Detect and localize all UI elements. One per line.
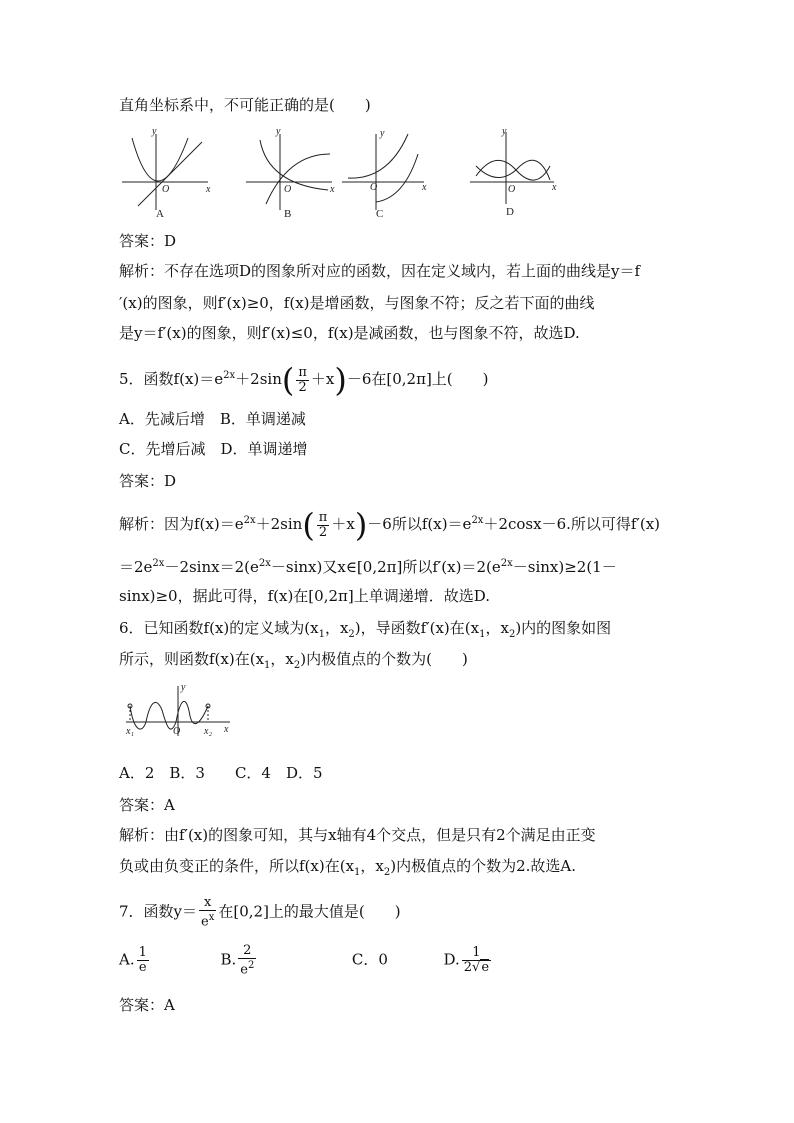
q5-analysis-3: sinx)≥0，据此可得，f(x)在[0,2π]上单调递增．故选D.	[119, 587, 490, 605]
q6-analysis-2: 负或由负变正的条件，所以f(x)在($x_1$，$x_2$)内极值点的个数为2.故选A.	[119, 857, 577, 878]
q4-answer: 答案：D	[119, 232, 177, 250]
q6-fig-x2: x₂	[204, 726, 212, 737]
q5-stem: 5．函数$f(x)=e^{2x}+2\sin$( $\frac{\pi}{2}$ ＋x)－6在[0,2π]上( )	[119, 361, 489, 399]
q6-answer: 答案：A	[119, 796, 175, 814]
q7-option-b-label: B.	[220, 950, 237, 969]
q5-stem-a: 5．函数f(x)＝e	[119, 370, 224, 388]
fig-d-x-label: x	[552, 182, 557, 193]
q5-analysis-2: $=2e^{2x}-2\sin x=2(e^{2x}-\sin x)$又x∈[0,2π]所以$f'(x)=2(e^{2x}-\sin x)\ge 2(1-$	[119, 558, 617, 576]
fig-b-label: B	[284, 208, 292, 220]
q7-option-a-frac: $\frac{1}{e}$	[138, 945, 147, 976]
fig-a-label: A	[156, 208, 164, 220]
q4-analysis-1: 解析：不存在选项D的图象所对应的函数，因在定义域内，若上面的曲线是y＝f	[119, 262, 641, 280]
q5-answer: 答案：D	[119, 472, 177, 490]
q6-fig-x: x	[224, 724, 229, 735]
q4-analysis-2: ′(x)的图象，则f′(x)≥0，f(x)是增函数，与图象不符；反之若下面的曲线	[119, 294, 595, 312]
q6-options: A．2 B．3 C．4 D．5	[119, 764, 323, 782]
q7-answer: 答案：A	[119, 996, 175, 1014]
q7-option-b-frac: $\frac{2}{e^2}$	[240, 943, 255, 978]
q5-stem-c: －6在[0,2π]上( )	[346, 370, 489, 388]
q5-pi-over-2: $\frac{\pi}{2}$	[298, 364, 307, 395]
q5-options-2: C．先增后减 D．单调递增	[119, 440, 308, 458]
q7-option-d-frac: $\frac{1}{2√e}$	[463, 945, 490, 976]
fig-a-y-label: y	[152, 126, 157, 137]
fig-c-y-label: y	[380, 128, 385, 139]
q7-x-over-ex: $\frac{x}{e^x}$	[201, 895, 215, 930]
fig-d-label: D	[506, 206, 514, 218]
q7-stem: 7．函数y＝ $\frac{x}{e^x}$ 在[0,2]上的最大值是( )	[119, 895, 401, 930]
q4-stem: 直角坐标系中，不可能正确的是( )	[119, 96, 371, 114]
q6-figure	[120, 680, 240, 740]
fig-c-x-label: x	[422, 182, 427, 193]
fig-a-x-label: x	[206, 184, 211, 195]
fig-b-x-label: x	[330, 184, 335, 195]
q5-options-1: A．先减后增 B．单调递减	[119, 410, 306, 428]
q6-stem-2: 所示，则函数f(x)在($x_1$，$x_2$)内极值点的个数为( )	[119, 650, 468, 671]
q5-analysis-1: 解析：因为$f(x)=e^{2x}+2\sin$( $\frac{\pi}{2}$ ＋x)－6所以$f(x)=e^{2x}+2\cos x-6$.所以可得f′(x)	[119, 506, 661, 544]
q7-option-d-label: D.	[443, 950, 460, 969]
q4-figures	[118, 124, 568, 220]
q6-fig-y: y	[181, 682, 186, 693]
fig-b-origin: O	[284, 184, 292, 195]
fig-d-y-label: y	[502, 126, 507, 137]
q5-plus-x: ＋x	[310, 370, 335, 388]
q5-stem-exp: 2x	[223, 370, 236, 381]
q7-option-a-label: A.	[119, 950, 135, 969]
fig-c-origin: O	[370, 182, 378, 193]
fig-c-label: C	[376, 208, 384, 220]
q6-fig-x1: x₁	[126, 726, 134, 737]
q6-stem-1: 6．已知函数f(x)的定义域为($x_1$，$x_2$)，导函数f′(x)在($x_1$，$x_2$)内的图象如图	[119, 619, 612, 640]
fig-a-origin: O	[162, 184, 170, 195]
q7-option-c: C．0	[351, 950, 388, 969]
q4-analysis-3: 是y＝f′(x)的图象，则f′(x)≤0，f(x)是减函数，也与图象不符，故选D.	[119, 324, 580, 342]
q7-options	[119, 944, 493, 977]
q6-analysis-1: 解析：由f′(x)的图象可知，其与x轴有4个交点，但是只有2个满足由正变	[119, 826, 596, 844]
q6-fig-o: O	[173, 726, 181, 737]
fig-b-y-label: y	[276, 126, 281, 137]
q5-stem-b: ＋2sin	[235, 370, 282, 388]
fig-d-origin: O	[508, 184, 516, 195]
